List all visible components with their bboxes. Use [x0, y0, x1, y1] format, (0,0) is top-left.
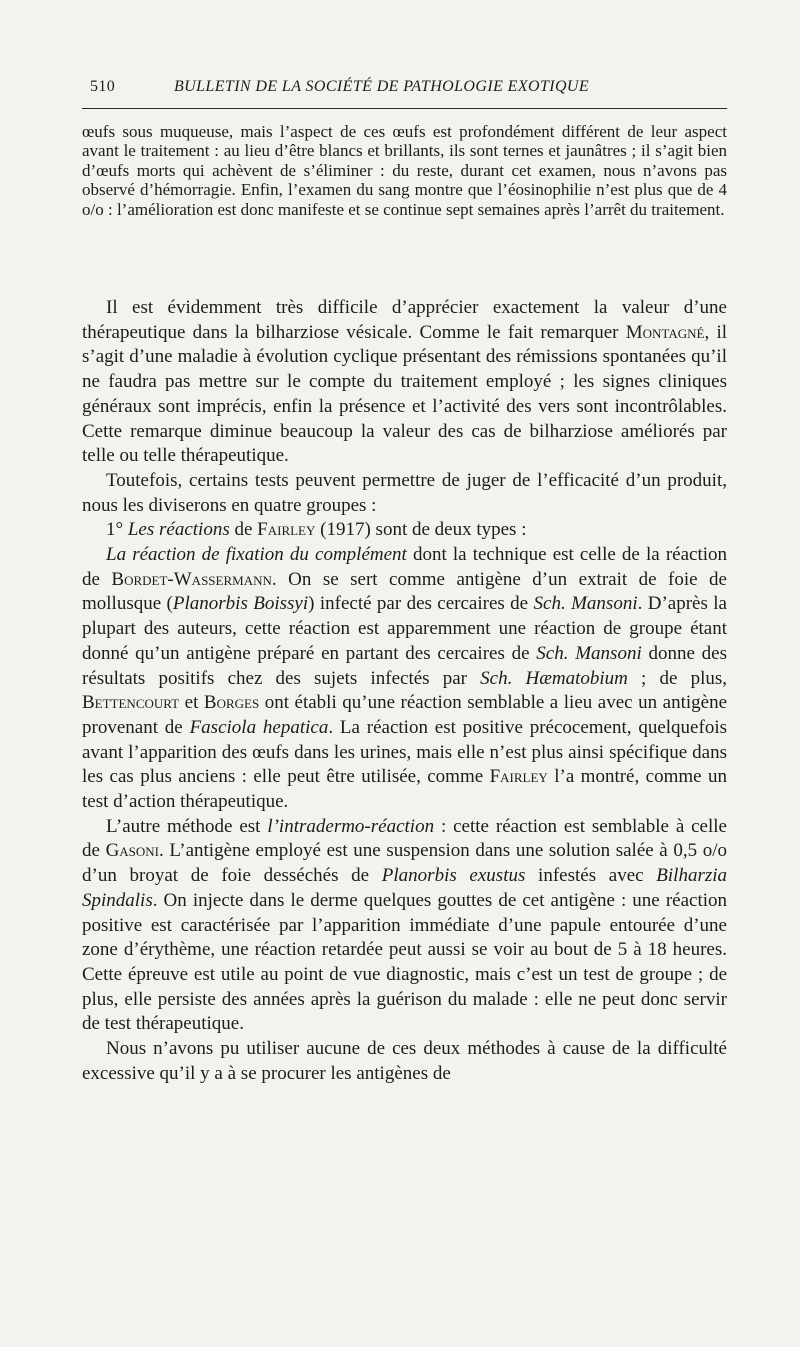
text-run: . L’antigène employé est une suspension dans une solution salée à 0,5 o/o d’un broyat de foie desséchés de [82, 840, 728, 887]
text-run: Il est évidemment très difficile d’apprécier exactement la valeur d’une thérapeutique dans la bilharziose vésicale. Comme le fait remarquer [82, 297, 727, 343]
text-run: dont la technique est celle de la réaction de [82, 544, 728, 590]
paragraph-tests-intro: Toutefois, certains tests peuvent permettre de juger de l’efficacité d’un produit, nous les diviserons en quatre groupes : [82, 469, 727, 516]
species-name: Sch. Hæmatobium [480, 667, 628, 689]
species-name: Planorbis exustus [381, 865, 526, 887]
author-name: Fairley [489, 766, 548, 788]
section-title: Les réactions [127, 519, 230, 541]
author-name: Gasoni [105, 840, 160, 862]
text-run: ) infecté par des cercaires de [308, 593, 534, 615]
species-name: Planorbis Boissyi [172, 593, 309, 615]
running-title: BULLETIN DE LA SOCIÉTÉ DE PATHOLOGIE EXOTIQUE [174, 78, 590, 95]
text-run: infestés avec [525, 865, 657, 887]
method-title: l’intradermo-réaction [267, 815, 435, 837]
author-name: Bordet-Wassermann [111, 568, 272, 590]
text-run: . On se sert comme antigène d’un extrait de foie de mollusque ( [82, 568, 727, 615]
paragraph-intradermo-reaction [82, 815, 727, 1037]
paragraph-reactions-heading [82, 518, 727, 543]
paragraph-complement-fixation [82, 543, 727, 815]
paragraph-antigen-difficulty: Nous n’avons pu utiliser aucune de ces deux méthodes à cause de la difficulté excessive qu’il y a à se procurer les antigènes de [82, 1038, 727, 1084]
text-run: : cette réaction est semblable à celle de [82, 815, 727, 862]
text-run: et [179, 692, 204, 714]
page-number: 510 [90, 78, 116, 95]
text-run: . La réaction est positive précocement, quelquefois avant l’apparition des œufs dans les urines, mais elle n’est plus ainsi spécifique dans les cas plus anciens : elle peut être utilisée, comme [82, 716, 727, 788]
paragraph-evaluation-difficulty [82, 296, 727, 469]
text-run: (1917) sont de deux types : [315, 519, 527, 541]
text-run: ; de plus, [627, 667, 728, 689]
method-title: La réaction de fixation du complément [106, 544, 407, 566]
text-run: ont établi qu’une réaction semblable a lieu avec un antigène provenant de [82, 692, 727, 738]
text-run: . D’après la plupart des auteurs, cette réaction est apparemment une réaction de groupe étant donné qu’un antigène préparé en partant des cercaires de [82, 593, 727, 664]
list-number: 1° [106, 519, 124, 541]
author-name: Fairley [257, 519, 316, 541]
main-text [82, 296, 727, 1087]
species-name: Sch. Mansoni [533, 593, 638, 615]
header-rule [82, 108, 727, 109]
author-name: Bettencourt [82, 692, 180, 714]
species-name: Fasciola hepatica [189, 716, 329, 738]
text-run: de [229, 519, 258, 541]
page-header [82, 78, 727, 106]
author-name: Borges [203, 692, 260, 714]
paragraph-small-print: œufs sous muqueuse, mais l’aspect de ces œufs est profondément différent de leur aspect avant le traitement : au lieu d’être blancs et brillants, ils sont ternes et jaunâtres ; il s’agit bien d’œufs morts qui achèvent de s’éliminer : du reste, durant cet examen, nous n’avons pas observé d’hémorragie. Enfin, l’examen du sang montre que l’éosinophilie n’est plus que de 4 o/o : l’amélioration est donc manifeste et se continue sept semaines après l’arrêt du traitement. [82, 122, 727, 219]
text-run: . On injecte dans le derme quelques gouttes de cet antigène : une réaction positive est caractérisée par l’apparition immédiate d’une papule entourée d’une zone d’érythème, une réaction retardée peut aussi se voir au bout de 5 à 18 heures. Cette épreuve est utile au point de vue diagnostic, mais c’est un test de groupe ; de plus, elle persiste des années après la guérison du malade : elle ne peut donc servir de test thérapeutique. [82, 889, 727, 1035]
author-name: Montagné [625, 321, 705, 343]
text-run: , il s’agit d’une maladie à évolution cyclique présentant des rémissions spontanées qu’il ne faudra pas mettre sur le compte du traitement employé ; les signes cliniques généraux sont imprécis, enfin la présence et l’activité des vers sont incontrôlables. Cette remarque diminue beaucoup la valeur des cas de bilharziose améliorés par telle ou telle thérapeutique. [82, 321, 727, 467]
text-run: donne des résultats positifs chez des sujets infectés par [82, 642, 727, 689]
text-run: l’a montré, comme un test d’action thérapeutique. [82, 766, 727, 813]
text-run: L’autre méthode est [106, 815, 268, 837]
species-name: Bilharzia Spindalis [82, 865, 728, 911]
species-name: Sch. Mansoni [536, 642, 642, 664]
